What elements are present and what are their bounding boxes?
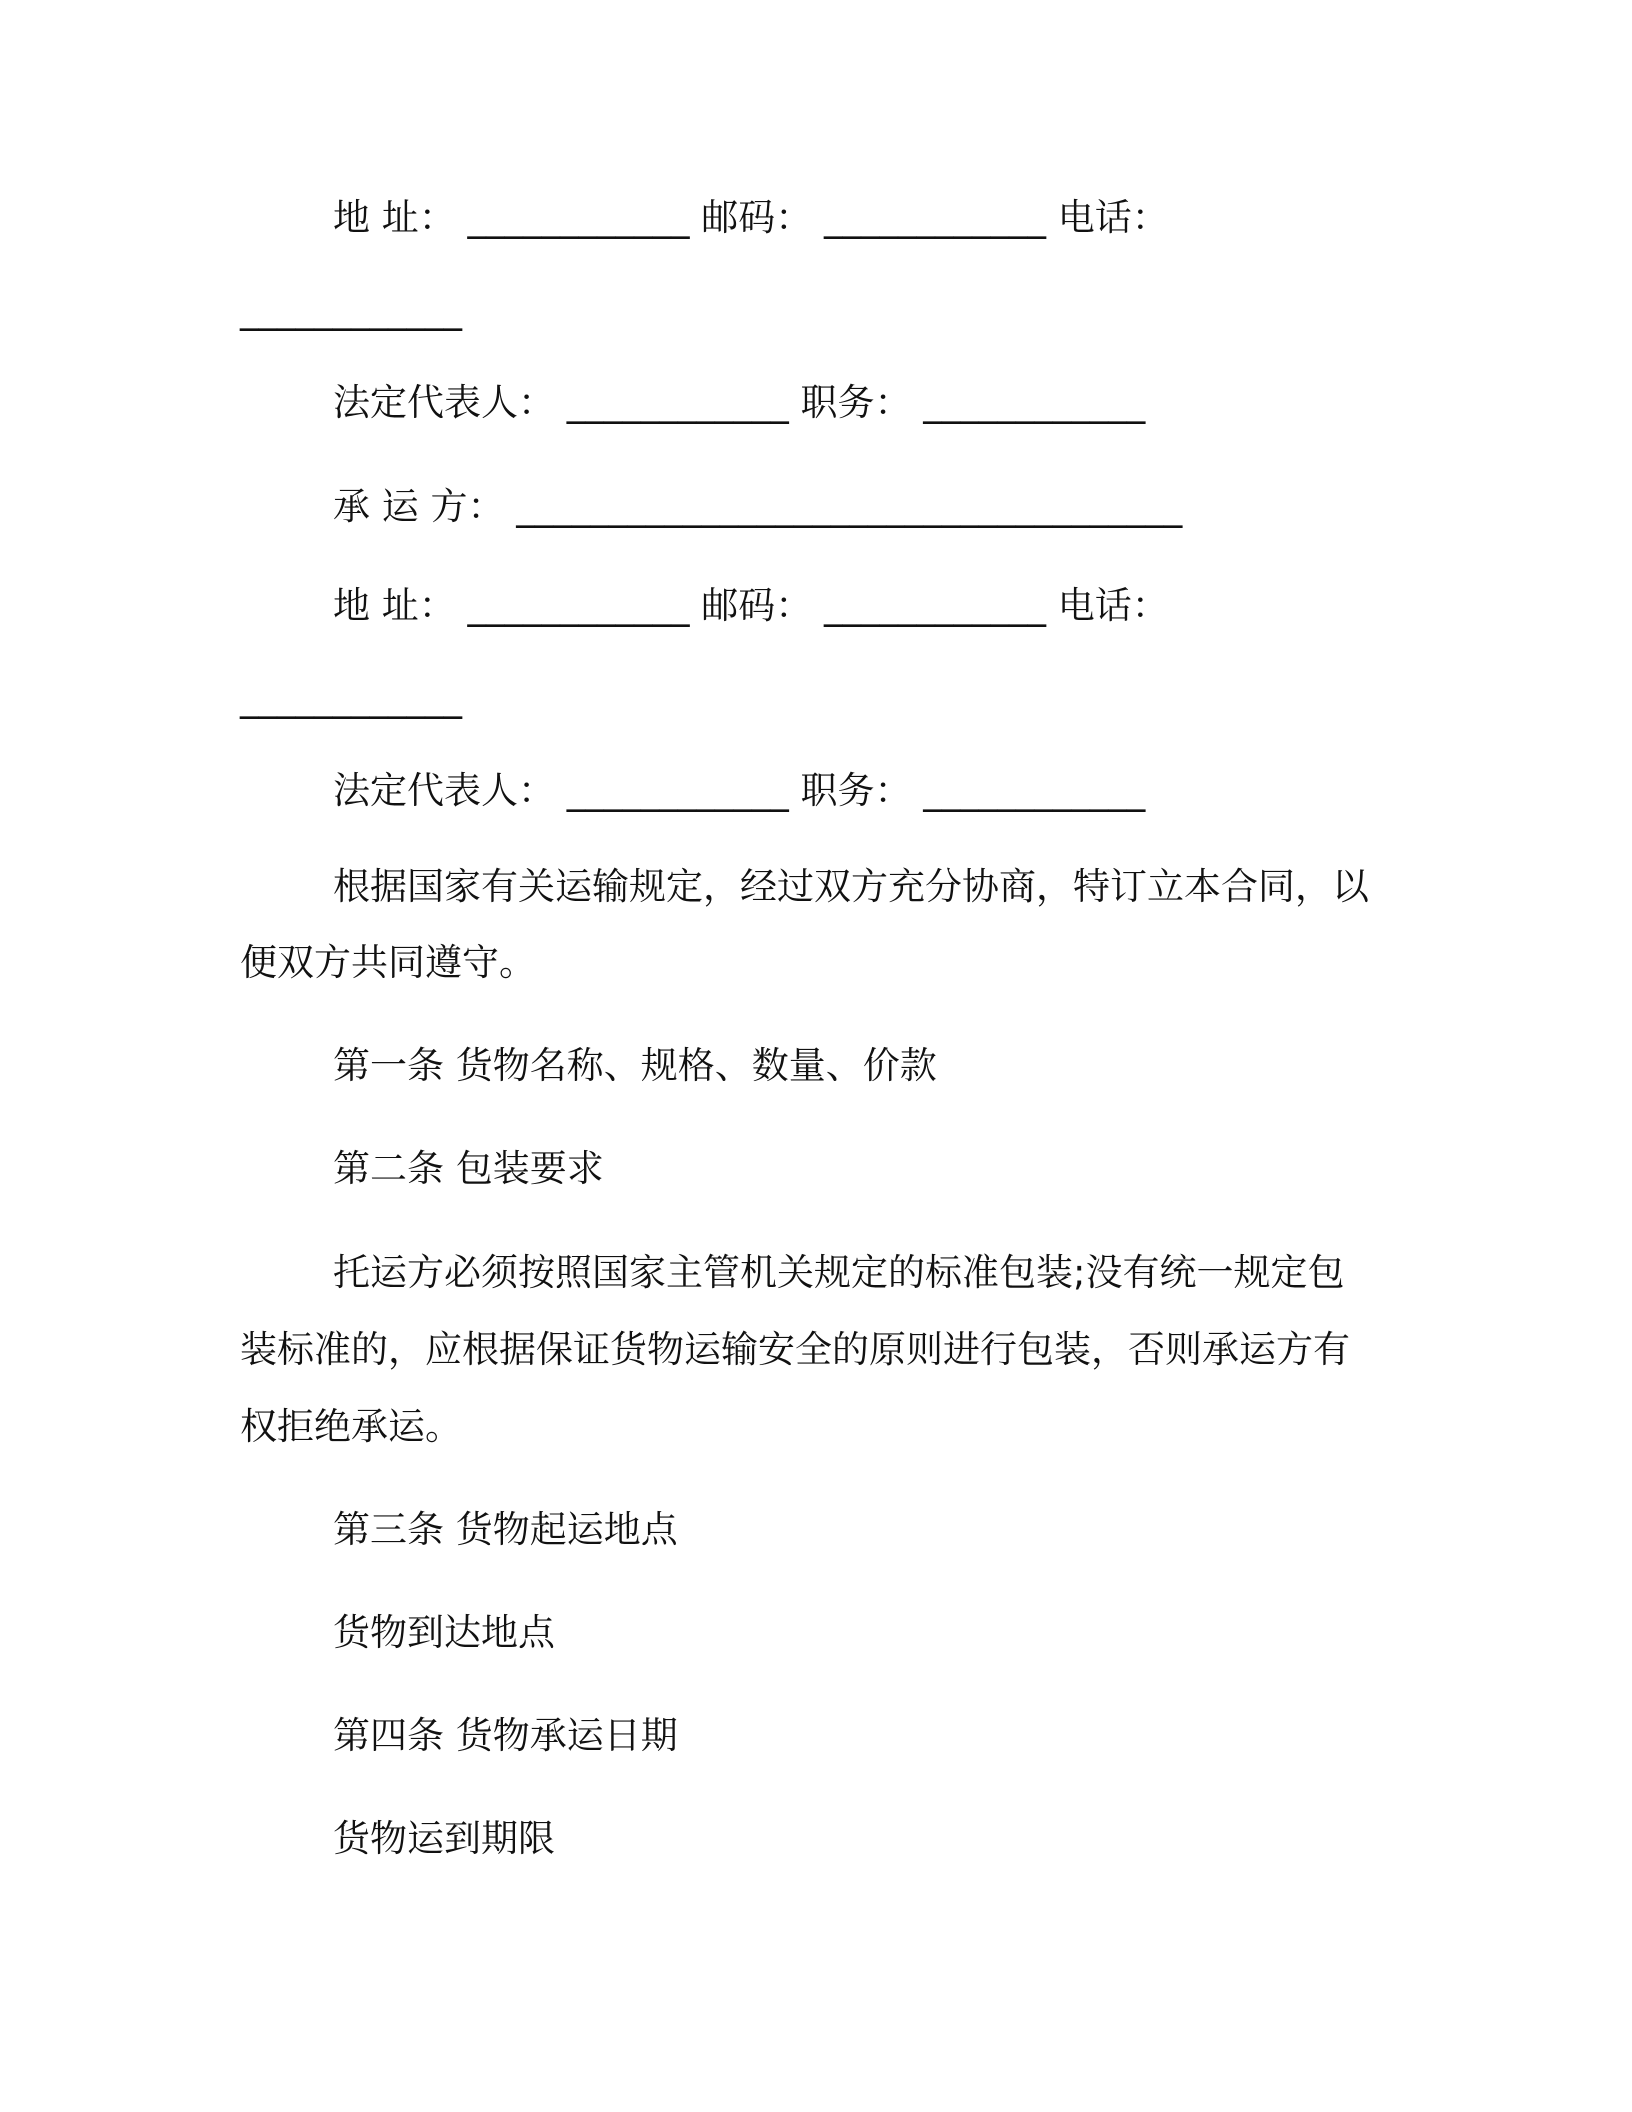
article-4-heading: 第四条 货物承运日期: [333, 1714, 678, 1757]
shipper-legal-rep-line: 法定代表人： ____________ 职务： ____________: [333, 381, 1146, 424]
carrier-phone-blank: ____________: [240, 676, 462, 719]
article-3-heading: 第三条 货物起运地点: [333, 1508, 678, 1551]
preamble-line-1: 根据国家有关运输规定，经过双方充分协商，特订立本合同，以: [333, 865, 1369, 908]
article-4-sub: 货物运到期限: [333, 1817, 555, 1860]
article-2-heading: 第二条 包装要求: [333, 1147, 604, 1190]
carrier-address-line: 地 址： ____________ 邮码： ____________ 电话：: [333, 584, 1169, 627]
shipper-address-line: 地 址： ____________ 邮码： ____________ 电话：: [333, 196, 1169, 239]
article-2-body-line-3: 权拒绝承运。: [240, 1405, 462, 1448]
article-2-body-line-1: 托运方必须按照国家主管机关规定的标准包装;没有统一规定包: [333, 1251, 1345, 1294]
article-3-sub: 货物到达地点: [333, 1611, 555, 1654]
carrier-legal-rep-line: 法定代表人： ____________ 职务： ____________: [333, 769, 1146, 812]
article-1-heading: 第一条 货物名称、规格、数量、价款: [333, 1044, 937, 1087]
preamble-line-2: 便双方共同遵守。: [240, 941, 536, 984]
shipper-phone-blank: ____________: [240, 288, 462, 331]
carrier-line: 承 运 方： ____________________________________: [333, 485, 1183, 528]
article-2-body-line-2: 装标准的，应根据保证货物运输安全的原则进行包装，否则承运方有: [240, 1328, 1350, 1371]
